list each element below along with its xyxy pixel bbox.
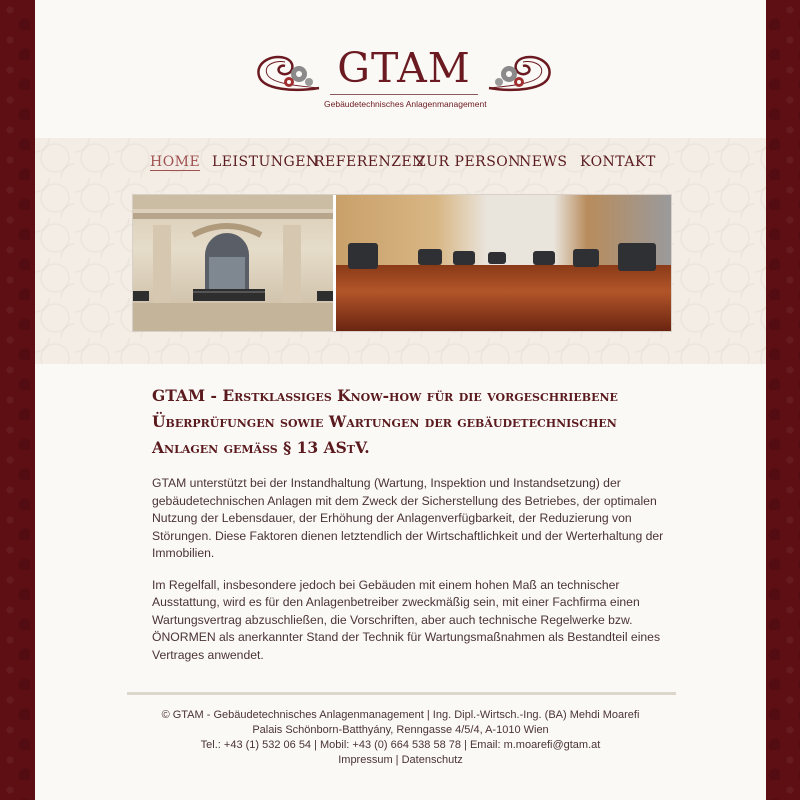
nav-item-zur-person[interactable]: ZUR PERSON bbox=[416, 154, 522, 170]
logo-wordmark: GTAM bbox=[337, 44, 471, 92]
paisley-gear-icon bbox=[255, 52, 323, 94]
nav-item-home[interactable]: HOME bbox=[150, 154, 201, 170]
nav-item-kontakt[interactable]: KONTAKT bbox=[580, 154, 656, 170]
datenschutz-link[interactable]: Datenschutz bbox=[401, 754, 463, 766]
page-title: GTAM - Erstklassiges Know-how für die vorgeschriebene Überprüfungen sowie Wartungen der gebäudetechnischen Anlagen gemäss § 13 AStV. bbox=[152, 386, 618, 457]
footer-company-line: © GTAM - Gebäudetechnisches Anlagenmanagement | Ing. Dipl.-Wirtsch.-Ing. (BA) Mehdi Moarefi bbox=[161, 709, 640, 721]
nav-item-news[interactable]: NEWS bbox=[519, 154, 568, 170]
conference-table bbox=[336, 265, 671, 331]
footer-address-line: Palais Schönborn-Batthyány, Renngasse 4/5/4, A-1010 Wien bbox=[252, 724, 549, 736]
body-paragraph: Im Regelfall, insbesondere jedoch bei Gebäuden mit einem hohen Maß an technischer Ausstattung, wird es für den Anlagenbetreiber zweckmäßig sein, mit einer Fachfirma einen Wartungsvertrag abzuschließen, die Vorschriften, aber auch technische Regelwerke bzw. ÖNORMEN als anerkannter Stand der Technik für Wartungsmaßnahmen als Bestandteil eines Vertrages anwendet. bbox=[152, 577, 661, 662]
footer-links bbox=[35, 753, 766, 768]
site-footer bbox=[35, 708, 766, 768]
footer-link-separator: | bbox=[392, 754, 402, 766]
hero-image bbox=[132, 194, 672, 332]
nav-item-referenzen[interactable]: REFERENZEN bbox=[314, 154, 425, 170]
impressum-link[interactable]: Impressum bbox=[338, 754, 393, 766]
main-content bbox=[152, 383, 672, 678]
intro-paragraph: GTAM unterstützt bei der Instandhaltung (Wartung, Inspektion und Instandsetzung) der gebäudetechnischen Anlagen mit dem Zweck der Sicherstellung des Betriebes, der optimalen Nutzung der Lebensdauer, der Erhöhung der Anlagenverfügbarkeit, der Reduzierung von Störungen. Diese Faktoren dienen letztendlich der Wirtschaftlichkeit und der Werterhaltung der Immobilien. bbox=[152, 476, 664, 560]
logo-divider bbox=[330, 94, 478, 95]
site-logo[interactable] bbox=[255, 44, 555, 118]
building-facade-image bbox=[133, 195, 333, 331]
main-navigation bbox=[35, 154, 766, 174]
paisley-gear-icon bbox=[485, 52, 553, 94]
logo-tagline: Gebäudetechnisches Anlagenmanagement bbox=[324, 99, 487, 109]
page bbox=[35, 0, 766, 800]
footer-divider bbox=[127, 692, 676, 695]
nav-item-leistungen[interactable]: LEISTUNGEN bbox=[212, 154, 319, 170]
footer-contact-line: Tel.: +43 (1) 532 06 54 | Mobil: +43 (0) 664 538 58 78 | Email: m.moarefi@gtam.at bbox=[200, 739, 601, 751]
